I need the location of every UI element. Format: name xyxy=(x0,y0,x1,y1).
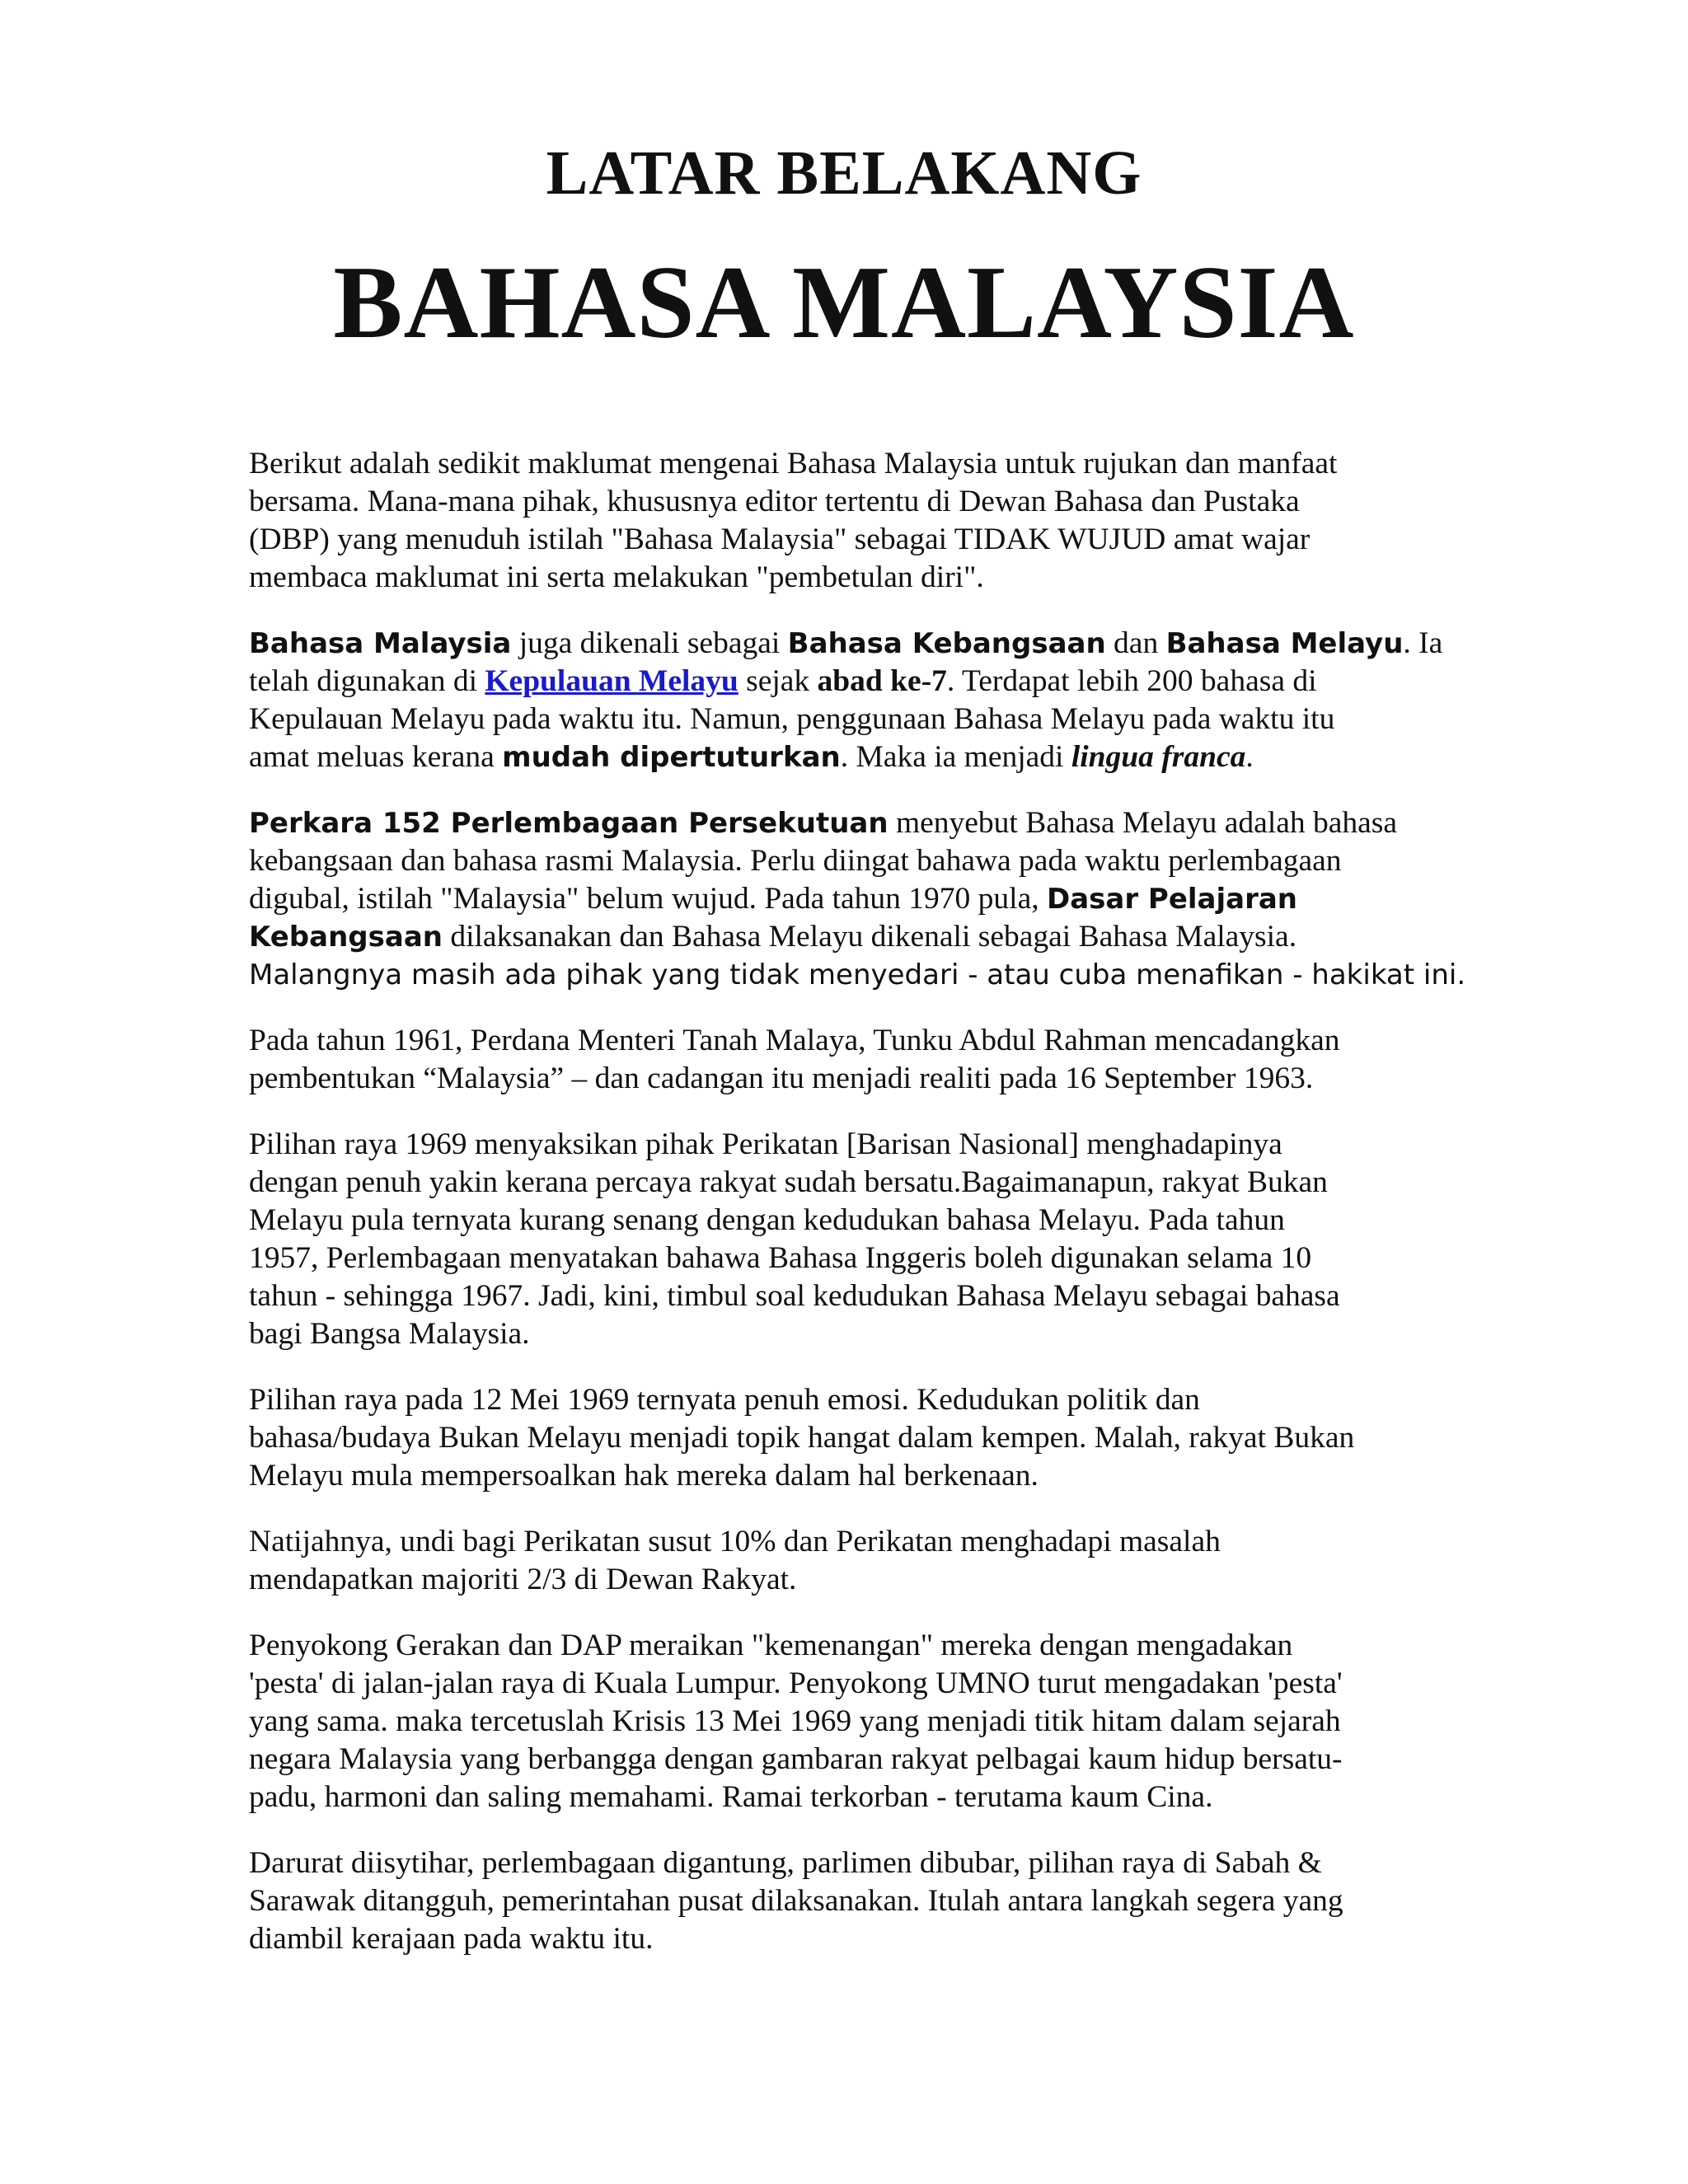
text-line: negara Malaysia yang berbangga dengan gambaran rakyat pelbagai kaum hidup bersatu- xyxy=(249,1742,1343,1776)
text-line: Kepulauan Melayu pada waktu itu. Namun, penggunaan Bahasa Melayu pada waktu itu xyxy=(249,702,1335,736)
text-span: juga dikenali sebagai xyxy=(511,626,788,660)
bold-term: Bahasa Malaysia xyxy=(249,627,512,660)
text-span: . Ia xyxy=(1403,626,1443,660)
text-line: bersama. Mana-mana pihak, khususnya editor tertentu di Dewan Bahasa dan Pustaka xyxy=(249,485,1300,518)
paragraph-penyokong xyxy=(249,1627,1446,1816)
text-line: dengan penuh yakin kerana percaya rakyat sudah bersatu.Bagaimanapun, rakyat Bukan xyxy=(249,1165,1328,1199)
text-span: menyebut Bahasa Melayu adalah bahasa xyxy=(888,806,1398,840)
text-line: pembentukan “Malaysia” – dan cadangan itu menjadi realiti pada 16 September 1963. xyxy=(249,1062,1314,1095)
text-line xyxy=(249,880,1446,918)
text-span: dilaksanakan dan Bahasa Melayu dikenali sebagai Bahasa Malaysia. xyxy=(442,920,1297,954)
kepulauan-melayu-link[interactable]: Kepulauan Melayu xyxy=(485,664,738,698)
text-line: (DBP) yang menuduh istilah "Bahasa Malaysia" sebagai TIDAK WUJUD amat wajar xyxy=(249,523,1311,556)
italic-term: lingua franca xyxy=(1071,740,1246,774)
text-line xyxy=(249,804,1446,842)
text-line: 1957, Perlembagaan menyatakan bahawa Bahasa Inggeris boleh digunakan selama 10 xyxy=(249,1241,1312,1275)
text-line: Penyokong Gerakan dan DAP meraikan "kemenangan" mereka dengan mengadakan xyxy=(249,1629,1293,1662)
text-line: yang sama. maka tercetuslah Krisis 13 Mei 1969 yang menjadi titik hitam dalam sejarah xyxy=(249,1704,1341,1738)
text-line: tahun - sehingga 1967. Jadi, kini, timbul soal kedudukan Bahasa Melayu sebagai bahasa xyxy=(249,1279,1340,1313)
text-line: Malangnya masih ada pihak yang tidak menyedari - atau cuba menafikan - hakikat ini. xyxy=(249,958,1466,991)
document-body xyxy=(249,445,1466,1986)
text-line: Natijahnya, undi bagi Perikatan susut 10% dan Perikatan menghadapi masalah xyxy=(249,1525,1221,1558)
text-line xyxy=(249,663,1446,701)
paragraph-1961 xyxy=(249,1022,1446,1098)
bold-term: Bahasa Kebangsaan xyxy=(787,627,1106,660)
paragraph-perkara-152 xyxy=(249,804,1466,994)
text-span: dan xyxy=(1105,626,1166,660)
bold-term: abad ke-7 xyxy=(817,664,947,698)
text-span: telah digunakan di xyxy=(249,664,485,698)
paragraph-bahasa-malaysia xyxy=(249,625,1446,776)
paragraph-intro xyxy=(249,445,1446,597)
text-span: . xyxy=(1245,740,1254,774)
paragraph-darurat xyxy=(249,1844,1446,1958)
text-line xyxy=(249,918,1446,956)
paragraph-natijahnya xyxy=(249,1523,1446,1599)
text-line: Melayu mula mempersoalkan hak mereka dalam hal berkenaan. xyxy=(249,1459,1039,1493)
text-line: Darurat diisytihar, perlembagaan digantung, parlimen dibubar, pilihan raya di Sabah & xyxy=(249,1846,1322,1880)
text-line: Pada tahun 1961, Perdana Menteri Tanah Malaya, Tunku Abdul Rahman mencadangkan xyxy=(249,1024,1340,1057)
bold-term: Perkara 152 Perlembagaan Persekutuan xyxy=(249,807,889,840)
text-line xyxy=(249,738,1446,776)
text-line: bagi Bangsa Malaysia. xyxy=(249,1317,530,1351)
text-line: Pilihan raya pada 12 Mei 1969 ternyata penuh emosi. Kedudukan politik dan xyxy=(249,1383,1200,1417)
bold-term: Bahasa Melayu xyxy=(1165,627,1404,660)
title-line-2: BAHASA MALAYSIA xyxy=(333,246,1355,360)
title-line-1: LATAR BELAKANG xyxy=(546,138,1142,208)
text-span: . Terdapat lebih 200 bahasa di xyxy=(946,664,1317,698)
text-line: Sarawak ditangguh, pemerintahan pusat dilaksanakan. Itulah antara langkah segera yang xyxy=(249,1884,1343,1918)
text-line: Melayu pula ternyata kurang senang dengan kedudukan bahasa Melayu. Pada tahun xyxy=(249,1203,1285,1237)
text-line: 'pesta' di jalan-jalan raya di Kuala Lumpur. Penyokong UMNO turut mengadakan 'pesta' xyxy=(249,1666,1343,1700)
text-line: Pilihan raya 1969 menyaksikan pihak Perikatan [Barisan Nasional] menghadapinya xyxy=(249,1127,1282,1161)
text-span: . Maka ia menjadi xyxy=(840,740,1071,774)
text-line: bahasa/budaya Bukan Melayu menjadi topik hangat dalam kempen. Malah, rakyat Bukan xyxy=(249,1421,1355,1455)
text-line: kebangsaan dan bahasa rasmi Malaysia. Perlu diingat bahawa pada waktu perlembagaan xyxy=(249,844,1342,878)
bold-term: Dasar Pelajaran xyxy=(1046,883,1298,916)
text-line xyxy=(249,625,1446,663)
text-line: Berikut adalah sedikit maklumat mengenai Bahasa Malaysia untuk rujukan dan manfaat xyxy=(249,447,1338,480)
bold-term: Kebangsaan xyxy=(249,921,443,954)
text-span: sejak xyxy=(738,664,818,698)
paragraph-pilihan-raya-1969 xyxy=(249,1126,1446,1353)
bold-term: mudah dipertuturkan xyxy=(502,741,841,774)
text-line: mendapatkan majoriti 2/3 di Dewan Rakyat. xyxy=(249,1563,797,1596)
text-span: amat meluas kerana xyxy=(249,740,503,774)
text-line: padu, harmoni dan saling memahami. Ramai terkorban - terutama kaum Cina. xyxy=(249,1780,1213,1814)
paragraph-12-mei-1969 xyxy=(249,1381,1446,1495)
text-line: diambil kerajaan pada waktu itu. xyxy=(249,1922,654,1956)
text-line: membaca maklumat ini serta melakukan "pembetulan diri". xyxy=(249,560,984,594)
text-span: digubal, istilah "Malaysia" belum wujud. Pada tahun 1970 pula, xyxy=(249,882,1047,916)
